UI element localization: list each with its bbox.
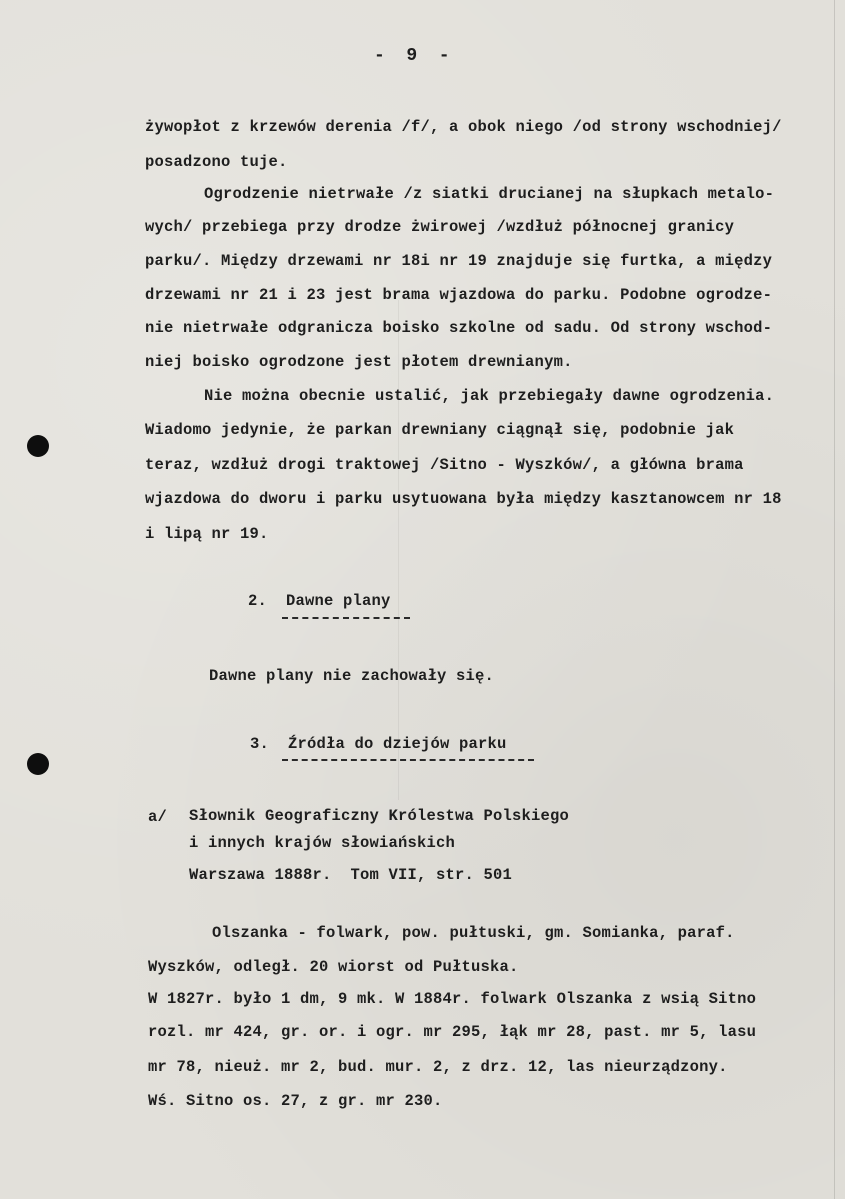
heading-underline [282,759,534,761]
paper-fold [398,300,399,800]
text-line: nie nietrwałe odgranicza boisko szkolne od sadu. Od strony wschod- [145,319,773,337]
text-line: wych/ przebiega przy drodze żwirowej /wzdłuż północnej granicy [145,218,735,236]
text-line: drzewami nr 21 i 23 jest brama wjazdowa do parku. Podobne ogrodze- [145,286,773,304]
section-heading: 3. Źródła do dziejów parku [250,735,507,753]
text-line: niej boisko ogrodzone jest płotem drewnianym. [145,353,573,371]
source-marker: a/ [148,808,168,826]
source-line: i innych krajów słowiańskich [189,834,456,852]
entry-line: Olszanka - folwark, pow. pułtuski, gm. Somianka, paraf. [212,924,735,942]
text-line: teraz, wzdłuż drogi traktowej /Sitno - Wyszków/, a główna brama [145,456,744,474]
source-line: Słownik Geograficzny Królestwa Polskiego [189,807,570,825]
heading-underline [282,617,410,619]
entry-line: mr 78, nieuż. mr 2, bud. mur. 2, z drz. 12, las nieurządzony. [148,1058,728,1076]
source-line: Warszawa 1888r. Tom VII, str. 501 [189,866,513,884]
page-number: - 9 - [374,46,450,66]
text-line: i lipą nr 19. [145,525,269,543]
text-line: posadzono tuje. [145,153,288,171]
entry-line: rozl. mr 424, gr. or. i ogr. mr 295, łąk mr 28, past. mr 5, lasu [148,1023,757,1041]
section-text: Dawne plany nie zachowały się. [209,667,495,685]
paper-edge [834,0,835,1199]
text-line: wjazdowa do dworu i parku usytuowana była między kasztanowcem nr 18 [145,490,782,508]
text-line: parku/. Między drzewami nr 18i nr 19 znajduje się furtka, a między [145,252,773,270]
text-line: żywopłot z krzewów derenia /f/, a obok niego /od strony wschodniej/ [145,118,782,136]
section-heading: 2. Dawne plany [248,592,391,610]
text-line: Nie można obecnie ustalić, jak przebiegały dawne ogrodzenia. [204,387,775,405]
punch-hole-top [27,435,49,457]
text-line: Wiadomo jedynie, że parkan drewniany ciągnął się, podobnie jak [145,421,735,439]
entry-line: Wyszków, odległ. 20 wiorst od Pułtuska. [148,958,519,976]
entry-line: W 1827r. było 1 dm, 9 mk. W 1884r. folwark Olszanka z wsią Sitno [148,990,757,1008]
punch-hole-bottom [27,753,49,775]
text-line: Ogrodzenie nietrwałe /z siatki drucianej na słupkach metalo- [204,185,775,203]
entry-line: Wś. Sitno os. 27, z gr. mr 230. [148,1092,443,1110]
